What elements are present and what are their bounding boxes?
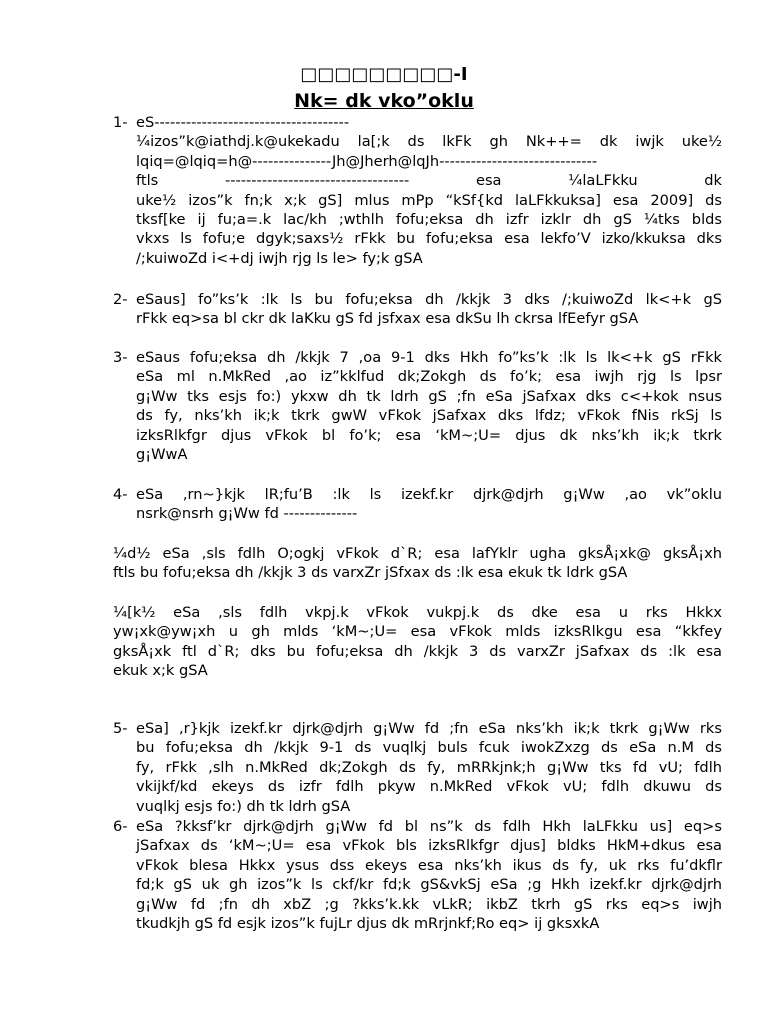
text-line: izksRlkfgr djus vFkok bl fo’k; esa ‘kM~;U= djus dk nks’kh ik;k tkrk xyxy=(136,426,722,444)
document-heading: □□□□□□□□□-I xyxy=(300,64,468,85)
item-number: 2- xyxy=(113,291,128,308)
numbered-item xyxy=(136,719,722,816)
text-line: eSa ,rn~}kjk lR;fu’B :lk ls izekf.kr djrk@djrh g¡Ww ,ao vk”oklu xyxy=(136,486,722,503)
text-line: fd;k gS uk gh izos”k ls ckf/kr fd;k gS&vkSj eSa ;g Hkh izekf.kr djrk@djrh xyxy=(136,876,722,894)
text-line: nsrk@nsrh g¡Ww fd -------------- xyxy=(136,505,358,523)
text-line: eSa ?kksf’kr djrk@djrh g¡Ww fd bl ns”k ds fdlh Hkh laLFkku us] eq>s xyxy=(136,818,722,835)
text-line: tksf[ke ij fu;a=.k lac/kh ;wthlh fofu;eksa dh izfr izklr dh gS ¼tks blds xyxy=(136,211,722,229)
text-line: ds fy, nks’kh ik;k tkrk gwW vFkok jSafxax dks lfdz; vFkok fNis rkSj ls xyxy=(136,407,722,425)
text-line: ekuk x;k gSA xyxy=(113,662,208,680)
text-line: g¡Ww tks esjs fo:) ykxw dh tk ldrh gS ;fn eSa jSafxax dks c<+kok nsus xyxy=(136,387,722,405)
text-line: vuqlkj esjs fo:) dh tk ldrh gSA xyxy=(136,797,351,815)
text-line: eSaus] fo”ks’k :lk ls bu fofu;eksa dh /kkjk 3 dks /;kuiwoZd lk<+k gS xyxy=(136,291,722,308)
text-line: rFkk eq>sa bl ckr dk laKku gS fd jsfxax esa dkSu lh ckrsa lfEefyr gSA xyxy=(136,310,639,328)
text-line: vkxs ls fofu;e dgyk;saxs½ rFkk bu fofu;eksa esa lekfo’V izko/kkuksa dks xyxy=(136,230,722,248)
text-line: eSaus fofu;eksa dh /kkjk 7 ,oa 9-1 dks Hkh fo”ks’k :lk ls lk<+k gS rFkk xyxy=(136,349,722,366)
text-line: uke½ izos”k fn;k x;k gS] mlus mPp “kSf{kd laLFkkuksa] esa 2009] ds xyxy=(136,191,722,209)
text-line: eSa] ,r}kjk izekf.kr djrk@djrh g¡Ww fd ;fn eSa nks’kh ik;k tkrk g¡Ww rks xyxy=(136,720,722,737)
text-line: g¡WwA xyxy=(136,446,188,464)
text-line: tkudkjh gS fd esjk izos”k fujLr djus dk mRrjnkf;Ro eq> ij gksxkA xyxy=(136,915,600,933)
numbered-item xyxy=(136,348,722,464)
text-line: ¼d½ eSa ,sls fdlh O;ogkj vFkok d`R; esa lafYklr ugha gksÅ¡xk@ gksÅ¡xh xyxy=(113,545,722,562)
text-line: jSafxax ds ‘kM~;U= esa vFkok bls izksRlkfgr djus] bldks HkM+dkus esa xyxy=(136,837,722,855)
text-line: vFkok blesa Hkkx ysus dss ekeys esa nks’kh ikus ds fy, uk rks fu’dkflr xyxy=(136,856,722,874)
item-number: 1- xyxy=(113,114,128,131)
numbered-item xyxy=(136,485,722,524)
text-line: vkijkf/kd ekeys ds izfr fdlh pkyw n.MkRed vFkok vU; fdlh dkuwu ds xyxy=(136,778,722,796)
text-line: lqiq=@lqiq=h@---------------Jh@Jherh@lqJh------------------------------ xyxy=(136,152,598,170)
text-line: ¼izos”k@iathdj.k@ukekadu la[;k ds lkFk gh Nk++= dk iwjk uke½ xyxy=(136,133,722,151)
text-line: g¡Ww fd ;fn dh xbZ ;g ?kks’k.kk vLkR; ikbZ tkrh gS rks eq>s iwjh xyxy=(136,895,722,913)
text-line: yw¡xk@yw¡xh u gh mlds ‘kM~;U= esa vFkok mlds izksRlkgu esa “kkfey xyxy=(113,623,722,641)
text-line: eSa ml n.MkRed ,ao iz”kklfud dk;Zokgh ds fo’k; esa iwjh rjg ls lpsr xyxy=(136,368,722,386)
numbered-item xyxy=(136,817,722,933)
sub-paragraph xyxy=(113,603,722,681)
item-number: 4- xyxy=(113,486,128,503)
text-line: ¼[k½ eSa ,sls fdlh vkpj.k vFkok vukpj.k ds dke esa u rks Hkkx xyxy=(113,604,722,621)
text-line: gksÅ¡xk ftl d`R; dks bu fofu;eksa dh /kkjk 3 ds varxZr jSafxax ds :lk esa xyxy=(113,642,722,660)
text-line: eS------------------------------------- xyxy=(136,114,350,131)
text-line: ftls ----------------------------------- esa ¼laLFkku dk xyxy=(136,172,722,190)
text-line: fy, rFkk ,slh n.MkRed dk;Zokgh ds fy, mRRkjnk;h g¡Ww tks fd vU; fdlh xyxy=(136,758,722,776)
item-number: 3- xyxy=(113,349,128,366)
text-line: /;kuiwoZd i<+dj iwjh rjg ls le> fy;k gSA xyxy=(136,249,423,267)
numbered-item xyxy=(136,290,722,329)
text-line: bu fofu;eksa dh /kkjk 9-1 ds vuqlkj buls fcuk iwokZxzg ds eSa n.M ds xyxy=(136,739,722,757)
numbered-item xyxy=(136,113,722,268)
sub-paragraph xyxy=(113,544,722,583)
text-line: ftls bu fofu;eksa dh /kkjk 3 ds varxZr jSfxax ds :lk esa ekuk tk ldrk gSA xyxy=(113,564,628,582)
item-number: 5- xyxy=(113,720,128,737)
item-number: 6- xyxy=(113,818,128,835)
document-title: Nk= dk vko”oklu xyxy=(294,90,474,112)
